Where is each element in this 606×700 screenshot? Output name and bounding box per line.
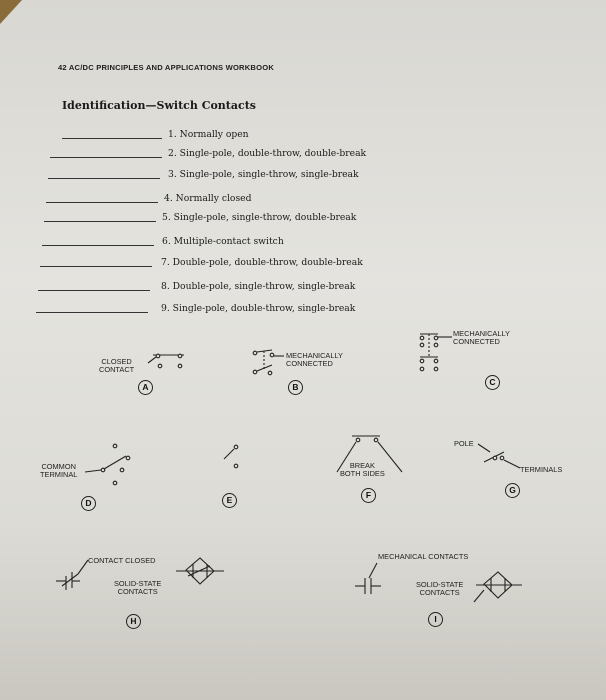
symbol-i-letter: I	[428, 612, 443, 627]
list-item: 6. Multiple-contact switch	[40, 236, 420, 252]
symbol-c-letter: C	[485, 375, 500, 390]
symbol-g-terminals-label: TERMINALS	[520, 465, 563, 474]
symbol-e-graphic	[224, 445, 238, 468]
symbol-d-label: COMMON TERMINAL	[40, 462, 78, 479]
symbol-h-contact-label: CONTACT CLOSED	[88, 556, 156, 565]
symbol-a-graphic	[148, 354, 184, 368]
symbol-g-graphic	[478, 444, 520, 468]
symbol-b-label: MECHANICALLY CONNECTED	[286, 351, 343, 368]
symbol-c-graphic	[420, 334, 452, 371]
symbol-a-label: CLOSED CONTACT	[99, 357, 135, 374]
symbol-g-pole-label: POLE	[454, 439, 474, 448]
list-item: 2. Single-pole, double-throw, double-break	[40, 148, 420, 164]
page-header: 42 AC/DC PRINCIPLES AND APPLICATIONS WORKBOOK	[58, 63, 275, 72]
symbol-i-solid-state-label: SOLID-STATE CONTACTS	[416, 580, 464, 597]
symbol-i-contact-label: MECHANICAL CONTACTS	[378, 552, 469, 561]
list-item: 8. Double-pole, single-throw, single-break	[40, 281, 420, 297]
list-item: 4. Normally closed	[40, 193, 420, 209]
symbol-d-graphic	[85, 444, 130, 485]
list-item: 9. Single-pole, double-throw, single-break	[40, 303, 420, 319]
symbol-h-letter: H	[126, 614, 141, 629]
symbol-b-graphic	[253, 350, 284, 375]
symbol-a-letter: A	[138, 380, 153, 395]
section-title: Identification—Switch Contacts	[62, 99, 256, 112]
symbol-g-letter: G	[505, 483, 520, 498]
symbol-d-letter: D	[81, 496, 96, 511]
list-item: 5. Single-pole, single-throw, double-break	[40, 212, 420, 228]
symbol-e-letter: E	[222, 493, 237, 508]
list-item: 7. Double-pole, double-throw, double-break	[40, 257, 420, 273]
symbol-c-label: MECHANICALLY CONNECTED	[453, 329, 510, 346]
symbol-f-letter: F	[361, 488, 376, 503]
list-item: 3. Single-pole, single-throw, single-break	[40, 169, 420, 185]
symbol-h-solid-state-label: SOLID-STATE CONTACTS	[114, 579, 162, 596]
symbol-f-label: BREAK BOTH SIDES	[340, 461, 385, 478]
list-item: 1. Normally open	[40, 129, 420, 145]
symbol-b-letter: B	[288, 380, 303, 395]
